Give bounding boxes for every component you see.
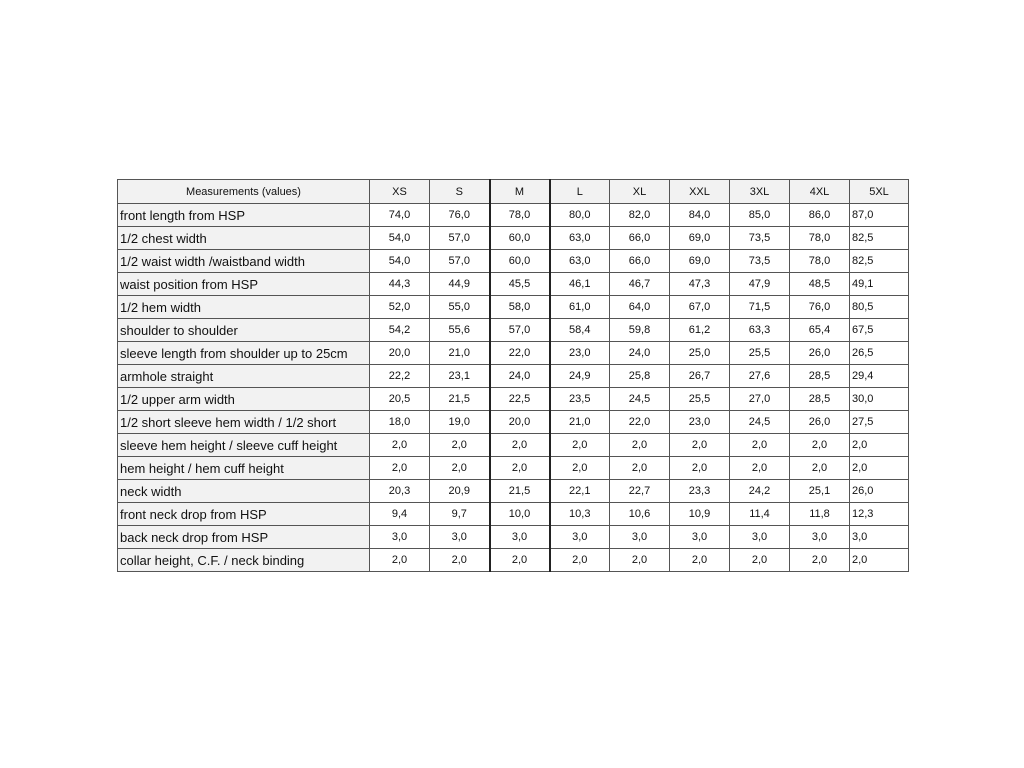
measurement-value: 3,0 — [610, 526, 670, 549]
measurement-value: 54,2 — [370, 319, 430, 342]
measurement-value: 73,5 — [730, 227, 790, 250]
table-body — [118, 204, 909, 572]
measurement-value: 21,5 — [490, 480, 550, 503]
measurement-value: 28,5 — [790, 365, 850, 388]
table-row — [118, 388, 909, 411]
measurement-value: 49,1 — [850, 273, 909, 296]
measurement-label: front neck drop from HSP — [118, 503, 370, 526]
header-row — [118, 180, 909, 204]
measurement-value: 67,5 — [850, 319, 909, 342]
table-row — [118, 342, 909, 365]
measurement-value: 82,5 — [850, 250, 909, 273]
measurement-value: 25,0 — [670, 342, 730, 365]
size-header-s: S — [430, 180, 490, 204]
measurement-value: 66,0 — [610, 250, 670, 273]
measurement-value: 25,5 — [670, 388, 730, 411]
measurement-value: 2,0 — [790, 434, 850, 457]
table-row — [118, 250, 909, 273]
measurement-value: 57,0 — [490, 319, 550, 342]
measurement-value: 2,0 — [730, 549, 790, 572]
measurement-label: waist position from HSP — [118, 273, 370, 296]
measurement-value: 48,5 — [790, 273, 850, 296]
measurement-value: 9,4 — [370, 503, 430, 526]
size-header-m: M — [490, 180, 550, 204]
measurement-value: 2,0 — [790, 549, 850, 572]
measurement-value: 60,0 — [490, 227, 550, 250]
measurement-value: 46,1 — [550, 273, 610, 296]
measurement-value: 22,0 — [490, 342, 550, 365]
measurement-value: 27,6 — [730, 365, 790, 388]
size-header-4xl: 4XL — [790, 180, 850, 204]
table-row — [118, 480, 909, 503]
measurement-value: 22,2 — [370, 365, 430, 388]
measurement-value: 26,0 — [790, 411, 850, 434]
measurement-value: 63,3 — [730, 319, 790, 342]
measurement-value: 27,5 — [850, 411, 909, 434]
measurement-value: 22,1 — [550, 480, 610, 503]
measurement-value: 2,0 — [850, 434, 909, 457]
size-header-5xl: 5XL — [850, 180, 909, 204]
measurement-value: 23,0 — [670, 411, 730, 434]
table-row — [118, 549, 909, 572]
measurement-value: 58,0 — [490, 296, 550, 319]
measurement-value: 29,4 — [850, 365, 909, 388]
measurement-value: 2,0 — [370, 549, 430, 572]
measurement-label: neck width — [118, 480, 370, 503]
table-row — [118, 434, 909, 457]
measurement-value: 2,0 — [430, 434, 490, 457]
measurement-value: 2,0 — [670, 434, 730, 457]
measurement-value: 11,8 — [790, 503, 850, 526]
measurement-value: 26,5 — [850, 342, 909, 365]
measurement-value: 54,0 — [370, 250, 430, 273]
measurement-label: 1/2 waist width /waistband width — [118, 250, 370, 273]
measurement-value: 2,0 — [670, 457, 730, 480]
measurement-value: 3,0 — [850, 526, 909, 549]
table-row — [118, 526, 909, 549]
measurement-value: 2,0 — [850, 457, 909, 480]
measurement-value: 2,0 — [610, 457, 670, 480]
measurement-value: 2,0 — [490, 434, 550, 457]
table-row — [118, 411, 909, 434]
measurement-value: 26,7 — [670, 365, 730, 388]
measurement-value: 10,6 — [610, 503, 670, 526]
table-row — [118, 365, 909, 388]
measurement-label: 1/2 chest width — [118, 227, 370, 250]
size-chart-table — [117, 179, 909, 572]
measurement-value: 60,0 — [490, 250, 550, 273]
size-header-3xl: 3XL — [730, 180, 790, 204]
measurement-label: back neck drop from HSP — [118, 526, 370, 549]
measurement-label: 1/2 upper arm width — [118, 388, 370, 411]
measurements-header: Measurements (values) — [118, 180, 370, 204]
table-row — [118, 296, 909, 319]
measurement-value: 63,0 — [550, 250, 610, 273]
measurement-value: 21,0 — [430, 342, 490, 365]
measurement-value: 2,0 — [610, 434, 670, 457]
measurement-value: 2,0 — [670, 549, 730, 572]
measurement-value: 3,0 — [790, 526, 850, 549]
measurement-value: 2,0 — [550, 457, 610, 480]
measurement-value: 2,0 — [430, 457, 490, 480]
measurement-value: 2,0 — [550, 549, 610, 572]
measurement-value: 30,0 — [850, 388, 909, 411]
measurement-value: 11,4 — [730, 503, 790, 526]
measurement-value: 66,0 — [610, 227, 670, 250]
measurement-value: 82,5 — [850, 227, 909, 250]
measurement-value: 44,9 — [430, 273, 490, 296]
measurement-value: 74,0 — [370, 204, 430, 227]
measurement-value: 54,0 — [370, 227, 430, 250]
measurement-value: 82,0 — [610, 204, 670, 227]
measurement-value: 55,6 — [430, 319, 490, 342]
measurement-value: 78,0 — [790, 250, 850, 273]
size-header-xs: XS — [370, 180, 430, 204]
measurement-value: 25,1 — [790, 480, 850, 503]
measurement-value: 64,0 — [610, 296, 670, 319]
measurement-value: 2,0 — [550, 434, 610, 457]
measurement-value: 23,0 — [550, 342, 610, 365]
measurement-value: 20,5 — [370, 388, 430, 411]
measurement-value: 2,0 — [850, 549, 909, 572]
measurement-value: 21,5 — [430, 388, 490, 411]
measurement-value: 22,7 — [610, 480, 670, 503]
measurement-value: 2,0 — [490, 549, 550, 572]
measurement-value: 76,0 — [790, 296, 850, 319]
measurement-value: 18,0 — [370, 411, 430, 434]
measurement-value: 20,0 — [490, 411, 550, 434]
measurement-value: 78,0 — [490, 204, 550, 227]
measurement-value: 21,0 — [550, 411, 610, 434]
measurement-label: hem height / hem cuff height — [118, 457, 370, 480]
measurement-value: 2,0 — [490, 457, 550, 480]
measurement-value: 46,7 — [610, 273, 670, 296]
measurement-value: 69,0 — [670, 227, 730, 250]
measurement-value: 2,0 — [610, 549, 670, 572]
size-header-l: L — [550, 180, 610, 204]
measurement-value: 45,5 — [490, 273, 550, 296]
measurement-value: 3,0 — [430, 526, 490, 549]
measurement-value: 28,5 — [790, 388, 850, 411]
measurement-value: 69,0 — [670, 250, 730, 273]
measurement-value: 57,0 — [430, 250, 490, 273]
measurement-value: 80,0 — [550, 204, 610, 227]
measurement-value: 73,5 — [730, 250, 790, 273]
measurement-value: 3,0 — [490, 526, 550, 549]
measurement-value: 12,3 — [850, 503, 909, 526]
measurement-value: 24,9 — [550, 365, 610, 388]
measurement-label: shoulder to shoulder — [118, 319, 370, 342]
measurement-value: 24,0 — [490, 365, 550, 388]
measurement-value: 23,3 — [670, 480, 730, 503]
measurement-value: 47,3 — [670, 273, 730, 296]
measurement-label: 1/2 hem width — [118, 296, 370, 319]
measurement-value: 57,0 — [430, 227, 490, 250]
measurement-value: 87,0 — [850, 204, 909, 227]
measurement-value: 20,3 — [370, 480, 430, 503]
measurement-value: 10,9 — [670, 503, 730, 526]
measurement-value: 3,0 — [730, 526, 790, 549]
measurement-value: 26,0 — [790, 342, 850, 365]
measurement-value: 2,0 — [430, 549, 490, 572]
measurement-value: 58,4 — [550, 319, 610, 342]
table-row — [118, 204, 909, 227]
measurement-label: front length from HSP — [118, 204, 370, 227]
measurement-label: 1/2 short sleeve hem width / 1/2 short — [118, 411, 370, 434]
measurement-value: 61,0 — [550, 296, 610, 319]
measurement-value: 55,0 — [430, 296, 490, 319]
measurement-value: 71,5 — [730, 296, 790, 319]
measurement-value: 23,1 — [430, 365, 490, 388]
size-header-xxl: XXL — [670, 180, 730, 204]
size-header-xl: XL — [610, 180, 670, 204]
measurement-value: 24,5 — [730, 411, 790, 434]
measurement-label: collar height, C.F. / neck binding — [118, 549, 370, 572]
measurement-value: 20,0 — [370, 342, 430, 365]
measurement-value: 80,5 — [850, 296, 909, 319]
measurement-value: 76,0 — [430, 204, 490, 227]
measurement-value: 2,0 — [730, 434, 790, 457]
measurement-label: sleeve length from shoulder up to 25cm — [118, 342, 370, 365]
measurement-value: 9,7 — [430, 503, 490, 526]
measurement-value: 67,0 — [670, 296, 730, 319]
measurement-value: 85,0 — [730, 204, 790, 227]
measurement-value: 84,0 — [670, 204, 730, 227]
measurement-value: 25,8 — [610, 365, 670, 388]
measurement-value: 61,2 — [670, 319, 730, 342]
measurement-value: 27,0 — [730, 388, 790, 411]
measurement-value: 23,5 — [550, 388, 610, 411]
table-row — [118, 319, 909, 342]
measurement-value: 22,5 — [490, 388, 550, 411]
measurement-value: 2,0 — [370, 457, 430, 480]
measurement-value: 52,0 — [370, 296, 430, 319]
measurement-value: 63,0 — [550, 227, 610, 250]
table-row — [118, 273, 909, 296]
measurement-value: 3,0 — [670, 526, 730, 549]
measurement-value: 47,9 — [730, 273, 790, 296]
measurement-value: 2,0 — [370, 434, 430, 457]
measurement-value: 44,3 — [370, 273, 430, 296]
measurement-value: 25,5 — [730, 342, 790, 365]
measurement-value: 22,0 — [610, 411, 670, 434]
measurement-value: 26,0 — [850, 480, 909, 503]
table-row — [118, 457, 909, 480]
measurement-value: 3,0 — [370, 526, 430, 549]
table-row — [118, 227, 909, 250]
measurement-value: 10,3 — [550, 503, 610, 526]
measurement-value: 10,0 — [490, 503, 550, 526]
measurement-value: 78,0 — [790, 227, 850, 250]
measurement-value: 65,4 — [790, 319, 850, 342]
measurement-value: 2,0 — [790, 457, 850, 480]
measurement-label: armhole straight — [118, 365, 370, 388]
measurement-value: 20,9 — [430, 480, 490, 503]
measurement-label: sleeve hem height / sleeve cuff height — [118, 434, 370, 457]
measurement-value: 86,0 — [790, 204, 850, 227]
measurement-value: 24,2 — [730, 480, 790, 503]
measurement-value: 24,5 — [610, 388, 670, 411]
measurement-value: 3,0 — [550, 526, 610, 549]
measurement-value: 19,0 — [430, 411, 490, 434]
measurement-value: 2,0 — [730, 457, 790, 480]
table-row — [118, 503, 909, 526]
measurement-value: 24,0 — [610, 342, 670, 365]
measurement-value: 59,8 — [610, 319, 670, 342]
